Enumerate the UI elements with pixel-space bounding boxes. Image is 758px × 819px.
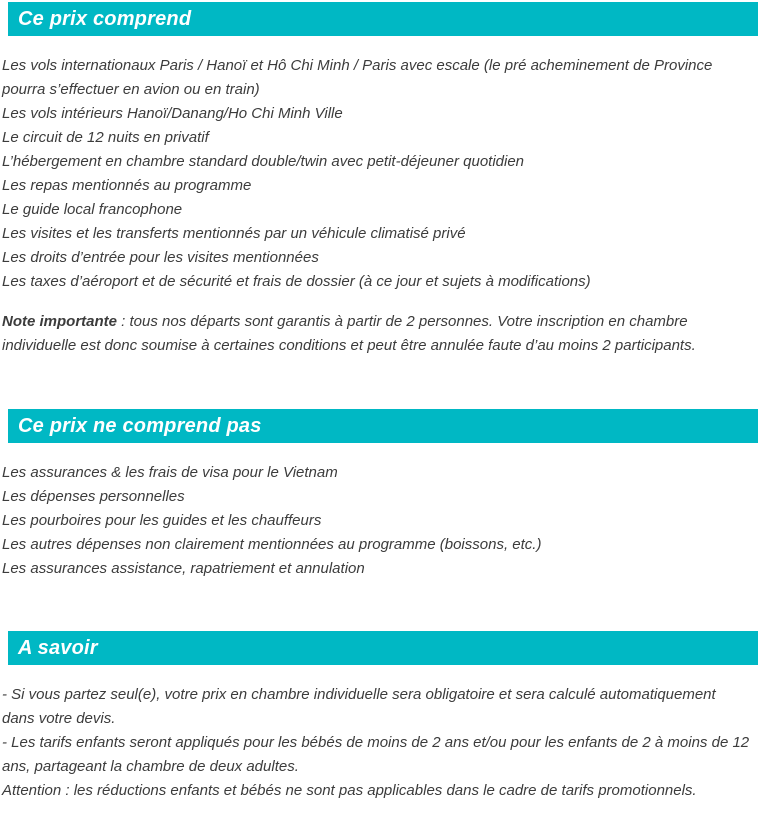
list-item: Les visites et les transferts mentionnés par un véhicule climatisé privé <box>2 225 466 242</box>
list-item: Les pourboires pour les guides et les chauffeurs <box>2 512 322 529</box>
important-note-label: Note importante <box>2 313 118 330</box>
section-title: Ce prix ne comprend pas <box>18 414 262 437</box>
list-item: Les autres dépenses non clairement mentionnées au programme (boissons, etc.) <box>2 536 542 553</box>
list-item: Les repas mentionnés au programme <box>2 177 252 194</box>
list-item: Les assurances assistance, rapatriement et annulation <box>2 560 365 577</box>
list-item: Les assurances & les frais de visa pour le Vietnam <box>2 464 338 481</box>
list-item: Attention : les réductions enfants et bébés ne sont pas applicables dans le cadre de tarifs promotionnels. <box>2 782 697 799</box>
section-header-price-excludes <box>8 409 758 443</box>
list-item: L’hébergement en chambre standard double/twin avec petit-déjeuner quotidien <box>2 153 525 170</box>
list-item: Les taxes d’aéroport et de sécurité et frais de dossier (à ce jour et sujets à modifications) <box>2 273 591 290</box>
list-item: Les vols intérieurs Hanoï/Danang/Ho Chi Minh Ville <box>2 105 343 122</box>
section-good-to-know <box>0 631 758 816</box>
list-item: Le guide local francophone <box>2 201 183 218</box>
important-note-text: : tous nos départs sont garantis à partir de 2 personnes. Votre inscription en chambre individuelle est donc soumise à certaines conditions et peut être annulée faute d’au moins 2 participants. <box>2 313 696 354</box>
section-title: A savoir <box>18 636 98 659</box>
list-item: - Si vous partez seul(e), votre prix en chambre individuelle sera obligatoire et sera calculé automatiquement dans votre devis. <box>2 686 716 727</box>
list-item: - Les tarifs enfants seront appliqués pour les bébés de moins de 2 ans et/ou pour les enfants de 2 à moins de 12 ans, partageant la chambre de deux adultes. <box>2 734 750 775</box>
section-title: Ce prix comprend <box>18 7 192 30</box>
important-note <box>2 310 750 358</box>
list-item: Les droits d’entrée pour les visites mentionnées <box>2 249 319 266</box>
section-body-price-excludes <box>0 443 758 631</box>
section-price-excludes <box>0 409 758 631</box>
section-header-good-to-know <box>8 631 758 665</box>
section-price-includes <box>0 2 758 409</box>
list-item: Les vols internationaux Paris / Hanoï et Hô Chi Minh / Paris avec escale (le pré acheminement de Province pourra s’effectuer en avion ou en train) <box>2 57 713 98</box>
list-item: Les dépenses personnelles <box>2 488 185 505</box>
section-body-good-to-know <box>0 665 758 816</box>
list-item: Le circuit de 12 nuits en privatif <box>2 129 209 146</box>
section-header-price-includes <box>8 2 758 36</box>
section-body-price-includes <box>0 36 758 409</box>
